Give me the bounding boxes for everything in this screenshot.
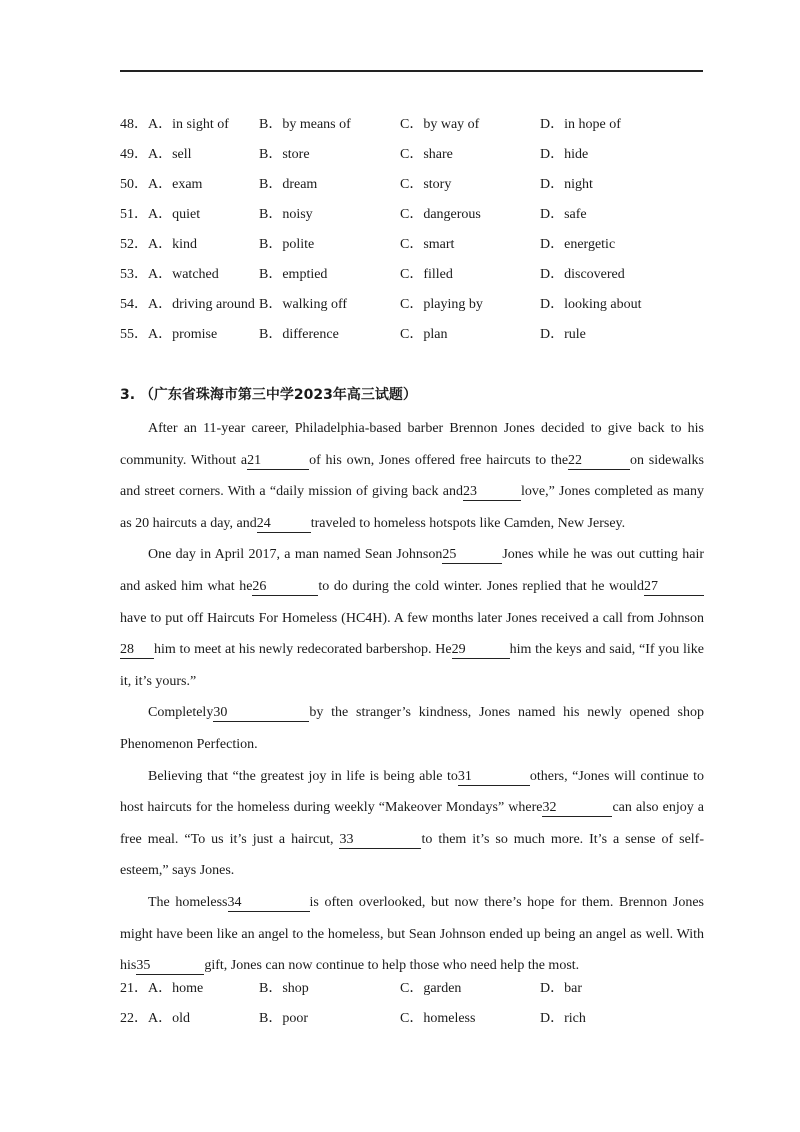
option-c: C．share (400, 147, 453, 162)
option-c: C．by way of (400, 117, 480, 132)
option-d: D．bar (540, 981, 582, 996)
question-number: 54． (120, 297, 148, 312)
passage-text: is often overlooked, but now there’s hope for them. Brennon Jones might have been like an angel to the homeless, but Sean Johnson ended up being an angel as well. With his (120, 894, 704, 974)
option-c: C．plan (400, 327, 448, 342)
blank-35: 35 (136, 958, 204, 975)
passage-text: him the keys and said, “If you like it, it’s yours.” (120, 642, 704, 689)
passage-text: Completely (148, 705, 214, 721)
paragraph-1 (120, 413, 704, 539)
question-number: 51． (120, 207, 148, 222)
option-row-51 (120, 204, 720, 234)
option-c: C．story (400, 177, 452, 192)
paragraph-4 (120, 761, 704, 887)
option-c: C．playing by (400, 297, 483, 312)
option-row-49 (120, 144, 720, 174)
option-b: B．difference (259, 327, 339, 342)
option-row-21 (120, 978, 720, 1008)
option-a: A．quiet (148, 207, 201, 222)
options-list-bottom (120, 978, 720, 1038)
option-a: A．exam (148, 177, 203, 192)
blank-30: 30 (213, 705, 309, 722)
option-a: A．kind (148, 237, 197, 252)
option-b: B．dream (259, 177, 318, 192)
option-row-54 (120, 294, 720, 324)
option-a: A．old (148, 1011, 190, 1026)
blank-34: 34 (228, 895, 310, 912)
passage-text: After an 11-year career, Philadelphia-based barber Brennon Jones decided to give back to his community. Without a (120, 421, 704, 468)
passage-text: to them it’s so much more. It’s a sense of self-esteem,” says Jones. (120, 831, 705, 879)
option-d: D．night (540, 177, 593, 192)
blank-28: 28 (120, 642, 154, 659)
option-row-53 (120, 264, 720, 294)
option-b: B．walking off (259, 297, 348, 312)
option-d: D．energetic (540, 237, 616, 252)
question-number: 50． (120, 177, 148, 192)
option-a: A．promise (148, 327, 218, 342)
passage-text: have to put off Haircuts For Homeless (HC4H). A few months later Jones received a call from Johnson (120, 610, 704, 626)
option-c: C．dangerous (400, 207, 481, 222)
header-rule (120, 70, 703, 72)
question-number: 53． (120, 267, 148, 282)
option-row-50 (120, 174, 720, 204)
option-d: D．discovered (540, 267, 625, 282)
question-number: 22． (120, 1011, 148, 1026)
option-c: C．smart (400, 237, 455, 252)
option-b: B．noisy (259, 207, 313, 222)
option-d: D．hide (540, 147, 589, 162)
passage-text: traveled to homeless hotspots like Camden, New Jersey. (310, 515, 626, 531)
option-b: B．by means of (259, 117, 351, 132)
passage-text: others, “Jones will continue to host haircuts for the homeless during weekly “Makeover Mondays” where (120, 768, 704, 816)
option-d: D．rule (540, 327, 586, 342)
passage-text: One day in April 2017, a man named Sean Johnson (148, 547, 443, 563)
blank-26: 26 (252, 579, 318, 596)
option-a: A．sell (148, 147, 192, 162)
option-row-55 (120, 324, 720, 354)
passage-text: love,” Jones completed as many as 20 haircuts a day, and (120, 484, 704, 531)
passage-text: Believing that “the greatest joy in life is being able to (148, 768, 458, 784)
option-b: B．shop (259, 981, 309, 996)
option-c: C．homeless (400, 1011, 476, 1026)
passage-text: can also enjoy a free meal. “To us it’s just a haircut, (120, 800, 705, 847)
option-c: C．filled (400, 267, 453, 282)
blank-21: 21 (247, 453, 309, 470)
paragraph-3 (120, 697, 704, 760)
passage (120, 413, 704, 982)
blank-24: 24 (257, 516, 311, 533)
question-number: 21． (120, 981, 148, 996)
passage-text: of his own, Jones offered free haircuts to the (309, 452, 569, 468)
option-d: D．rich (540, 1011, 586, 1026)
option-a: A．in sight of (148, 117, 229, 132)
section-title: 3. （广东省珠海市第三中学2023年高三试题） (120, 387, 417, 403)
blank-27: 27 (644, 579, 704, 596)
option-row-22 (120, 1008, 720, 1038)
paragraph-5 (120, 887, 704, 982)
option-d: D．in hope of (540, 117, 621, 132)
blank-22: 22 (568, 453, 630, 470)
option-b: B．poor (259, 1011, 308, 1026)
option-row-48 (120, 114, 720, 144)
option-d: D．looking about (540, 297, 642, 312)
passage-text: him to meet at his newly redecorated barbershop. He (154, 642, 452, 658)
blank-23: 23 (463, 484, 521, 501)
blank-31: 31 (458, 769, 530, 786)
passage-text: Jones while he was out cutting hair and asked him what he (120, 547, 705, 594)
passage-text: The homeless (148, 894, 228, 910)
blank-29: 29 (452, 642, 510, 659)
passage-text: on sidewalks and street corners. With a “daily mission of giving back and (120, 452, 704, 500)
option-a: A．watched (148, 267, 219, 282)
question-number: 48． (120, 117, 148, 132)
paragraph-2 (120, 539, 704, 697)
option-a: A．driving around (148, 297, 255, 312)
option-c: C．garden (400, 981, 462, 996)
question-number: 52． (120, 237, 148, 252)
passage-text: by the stranger’s kindness, Jones named his newly opened shop Phenomenon Perfection. (120, 705, 704, 752)
option-row-52 (120, 234, 720, 264)
option-b: B．polite (259, 237, 315, 252)
blank-32: 32 (542, 800, 612, 817)
question-number: 55． (120, 327, 148, 342)
option-b: B．store (259, 147, 310, 162)
blank-33: 33 (339, 832, 421, 849)
option-a: A．home (148, 981, 204, 996)
option-b: B．emptied (259, 267, 328, 282)
passage-text: gift, Jones can now continue to help those who need help the most. (204, 958, 580, 974)
options-list-top (120, 114, 720, 354)
passage-text: to do during the cold winter. Jones replied that he would (318, 578, 645, 594)
question-number: 49． (120, 147, 148, 162)
option-d: D．safe (540, 207, 587, 222)
blank-25: 25 (442, 547, 502, 564)
